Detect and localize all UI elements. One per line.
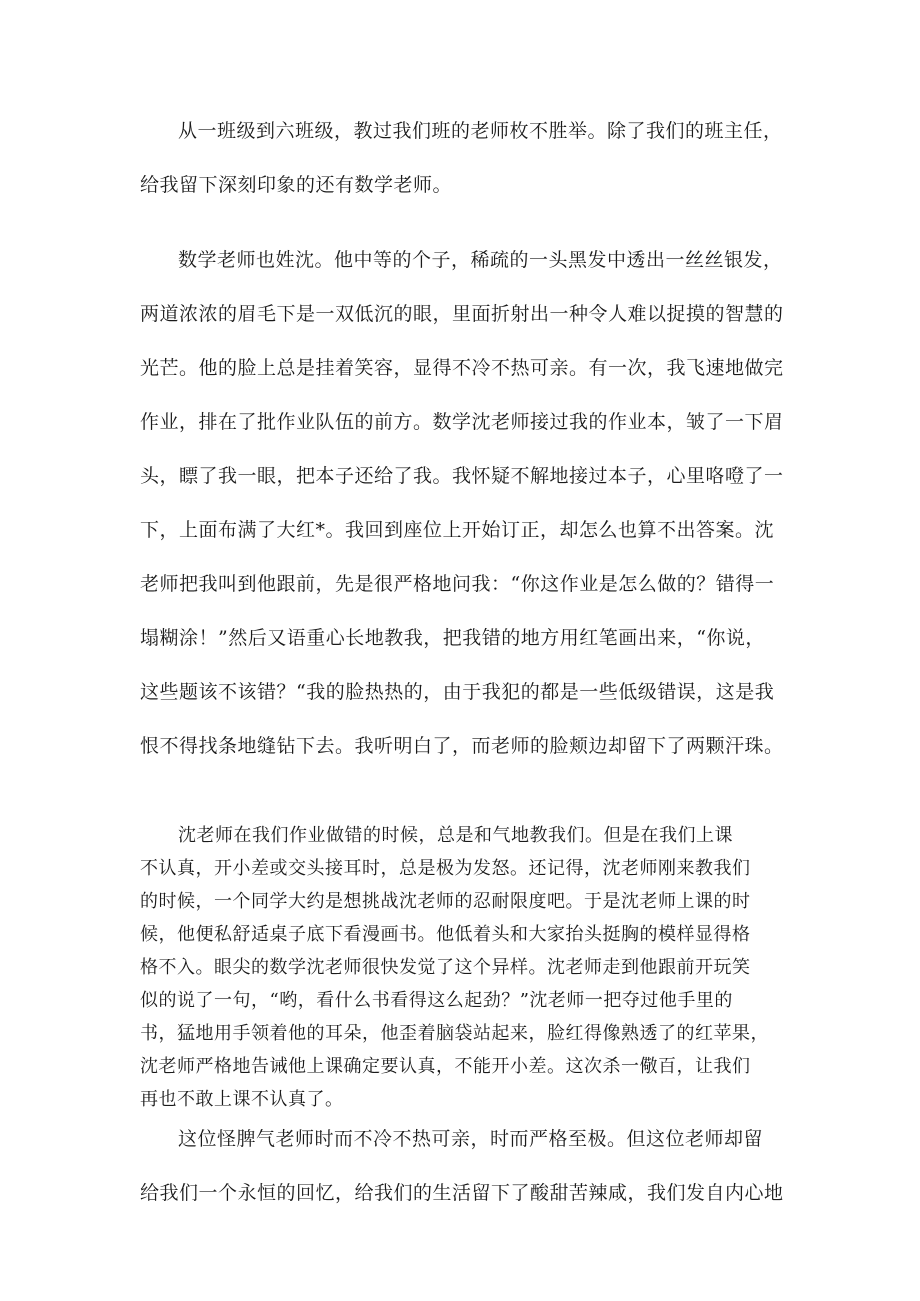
text-line: 给我们一个永恒的回忆，给我们的生活留下了酸甜苦辣咸，我们发自内心地: [140, 1182, 784, 1204]
paragraph-1: [140, 104, 800, 212]
text-line: 两道浓浓的眉毛下是一双低沉的眼，里面折射出一种令人难以捉摸的智慧的: [140, 303, 784, 325]
text-line: 作业，排在了批作业队伍的前方。数学沈老师接过我的作业本，皱了一下眉: [140, 411, 784, 433]
text-line: 下，上面布满了大红*。我回到座位上开始订正，却怎么也算不出答案。沈: [140, 519, 775, 541]
text-line: 塌糊涂！”然后又语重心长地教我，把我错的地方用红笔画出来，“你说，: [140, 627, 765, 649]
text-line: 头，瞟了我一眼，把本子还给了我。我怀疑不解地接过本子，心里咯噔了一: [140, 465, 784, 487]
text-line: 书，猛地用手领着他的耳朵，他歪着脑袋站起来，脸红得像熟透了的红苹果，: [140, 1023, 769, 1044]
text-line: 再也不敢上课不认真了。: [140, 1089, 344, 1110]
text-line: 的时候，一个同学大约是想挑战沈老师的忍耐限度吧。于是沈老师上课的时: [140, 891, 751, 912]
text-line: 沈老师严格地告诫他上课确定要认真，不能开小差。这次杀一儆百，让我们: [140, 1056, 751, 1077]
text-line: 格不入。眼尖的数学沈老师很快发觉了这个异样。沈老师走到他跟前开玩笑: [140, 957, 751, 978]
paragraph-4: [140, 1112, 800, 1220]
paragraph-3: [140, 819, 800, 1116]
text-line: 不认真，开小差或交头接耳时，总是极为发怒。还记得，沈老师刚来教我们: [140, 858, 751, 879]
text-line: 老师把我叫到他跟前，先是很严格地问我：“你这作业是怎么做的？错得一: [140, 573, 775, 595]
text-line: 给我留下深刻印象的还有数学老师。: [140, 174, 453, 196]
text-line: 似的说了一句，“哟，看什么书看得这么起劲？”沈老师一把夺过他手里的: [140, 990, 733, 1011]
text-line: 从一班级到六班级，教过我们班的老师枚不胜举。除了我们的班主任，: [178, 120, 783, 142]
text-line: 数学老师也姓沈。他中等的个子，稀疏的一头黑发中透出一丝丝银发，: [178, 249, 783, 271]
paragraph-2: [140, 233, 800, 773]
text-line: 光芒。他的脸上总是挂着笑容，显得不冷不热可亲。有一次，我飞速地做完: [140, 357, 784, 379]
text-line: 恨不得找条地缝钻下去。我听明白了，而老师的脸颊边却留下了两颗汗珠。: [140, 735, 784, 757]
text-line: 这些题该不该错？“我的脸热热的，由于我犯的都是一些低级错误，这是我: [140, 681, 775, 703]
text-line: 候，他便私舒适桌子底下看漫画书。他低着头和大家抬头挺胸的模样显得格: [140, 924, 751, 945]
text-line: 这位怪脾气老师时而不冷不热可亲，时而严格至极。但这位老师却留: [178, 1128, 764, 1150]
text-line: 沈老师在我们作业做错的时候，总是和气地教我们。但是在我们上课: [178, 825, 733, 846]
